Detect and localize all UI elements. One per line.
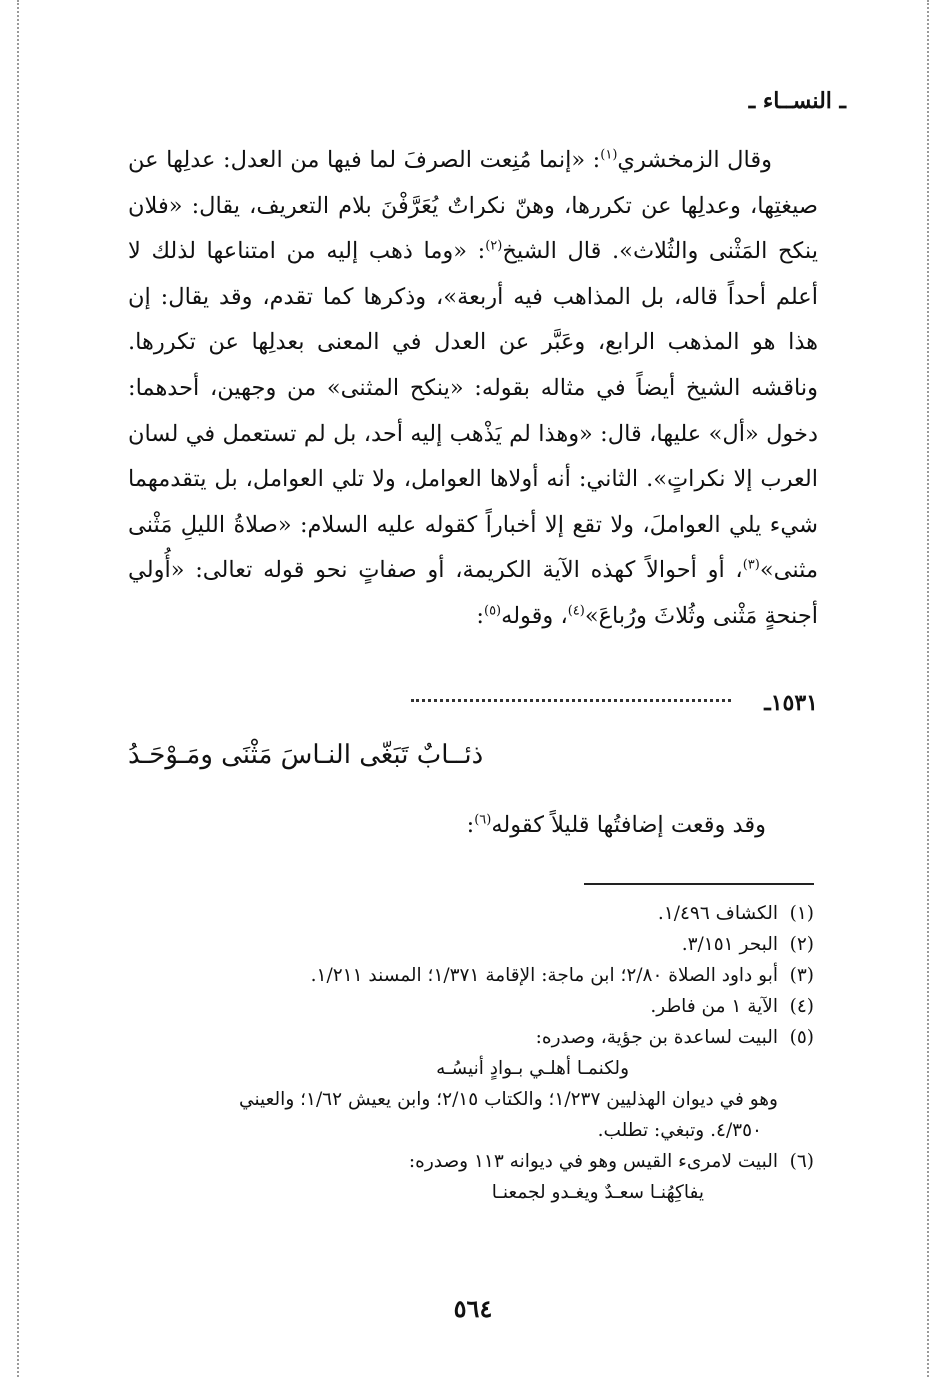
footnote-3-number: (٣) — [789, 965, 814, 986]
footnote-5-number: (٥) — [789, 1027, 814, 1048]
scan-dotted-border-left — [17, 0, 19, 1377]
verse-dotted-placeholder — [411, 699, 731, 702]
verse-line: ذئــابٌ تَبَغّى النـاسَ مَثْنَى ومَـوْحَـدُ — [128, 740, 484, 770]
footnote-5-continuation-2: ٤/٣٥٠. وتبغي: تطلب. — [597, 1120, 762, 1141]
footnote-4 — [124, 991, 814, 1022]
main-text-part-6: : — [476, 602, 484, 629]
running-head: ـ النســاء ـ — [748, 88, 846, 114]
main-text-part-5: ، وقوله — [501, 602, 568, 629]
main-text-part-3: : «وما ذهب إليه من امتناعها لذلك لا أعلم أحداً قاله، بل المذاهب فيه أربعة»، وذكرها كما تقدم، وقد يقال: إن هذا هو المذهب الرابع، وعَبَّر عن العدل في المعنى بعدلِها عن تكررها. وناقشه الشيخ أيضاً في مثاله بقوله: «ينكح المثنى» من وجهين، أحدهما: دخول «أل» عليها، قال: «وهذا لم يَذْهب إليه أحد، بل لم تستعمل في لسان العرب إلا نكراتٍ». الثاني: أنه أولاها العوامل، ولا تلي العوامل، بل يتقدمهما شيء يلي العواملَ، ولا تقع إلا أخباراً كقوله عليه السلام: «صلاةُ الليلِ مَثْنى مثنى» — [128, 238, 818, 584]
footnote-1-number: (١) — [789, 903, 814, 924]
footnote-6-text: البيت لامرىء القيس وهو في ديوانه ١١٣ وصدره: — [408, 1151, 778, 1172]
footnote-2-text: البحر ٣/١٥١. — [681, 934, 778, 955]
footnote-ref-1[interactable]: (١) — [600, 147, 618, 163]
main-text — [128, 138, 818, 640]
footnotes — [124, 898, 814, 1208]
footnote-separator — [584, 883, 814, 885]
verse-number: ١٥٣١ـ — [764, 690, 818, 716]
footnote-3-text: أبو داود الصلاة ٢/٨٠؛ ابن ماجة: الإقامة ١/٣٧١؛ المسند ١/٢١١. — [310, 965, 778, 986]
footnote-1 — [124, 898, 814, 929]
main-text-part-2: : «إنما مُنِعت الصرفَ لما فيها من العدل: عدلِها عن صيغتِها، وعدلِها عن تكررها، وهنّ نكراتٌ يُعَرَّفْنَ بلام التعريف، يقال: «فلان ينكح المَثْنى والثُلاث». قال الشيخ — [128, 147, 818, 265]
footnote-5-verse: ولكنمـا أهلـي بـوادٍ أنيسُـه — [436, 1058, 629, 1079]
footnote-4-text: الآية ١ من فاطر. — [650, 996, 778, 1017]
footnote-ref-3[interactable]: (٣) — [742, 557, 760, 573]
footnote-5-continuation: وهو في ديوان الهذليين ١/٢٣٧؛ والكتاب ٢/١٥؛ وابن يعيش ١/٦٢؛ والعيني — [239, 1089, 778, 1110]
footnote-ref-4[interactable]: (٤) — [567, 603, 585, 619]
page-number: ٥٦٤ — [453, 1294, 493, 1323]
footnote-1-text: الكشاف ١/٤٩٦. — [657, 903, 778, 924]
after-verse-text: وقد وقعت إضافتُها قليلاً كقوله — [491, 812, 766, 838]
scan-dotted-border-right — [927, 0, 929, 1377]
main-paragraph — [128, 138, 818, 640]
main-text-part-1: وقال الزمخشري — [617, 147, 772, 173]
footnote-4-number: (٤) — [789, 996, 814, 1017]
after-verse-end: : — [466, 812, 475, 838]
footnote-6-number: (٦) — [789, 1151, 814, 1172]
after-verse-line — [467, 812, 766, 838]
footnote-ref-5[interactable]: (٥) — [483, 603, 502, 619]
footnote-ref-2[interactable]: (٢) — [485, 238, 503, 254]
footnote-5-text: البيت لساعدة بن جؤية، وصدره: — [535, 1027, 778, 1048]
footnote-ref-6[interactable]: (٦) — [474, 812, 492, 828]
footnote-2 — [124, 929, 814, 960]
footnote-6-verse: يفاكِهُنـا سعـدٌ ويغـدو لجمعنـا — [491, 1182, 704, 1203]
footnote-3 — [124, 960, 814, 991]
footnote-2-number: (٢) — [789, 934, 814, 955]
footnote-6 — [124, 1146, 814, 1177]
footnote-5 — [124, 1022, 814, 1053]
main-text-part-4: ، أو أحوالاً كهذه الآية الكريمة، أو صفاتٍ نحو قوله تعالى: «أُولي أجنحةٍ مَثْنى وثُلاثَ ورُباعَ» — [128, 557, 818, 629]
